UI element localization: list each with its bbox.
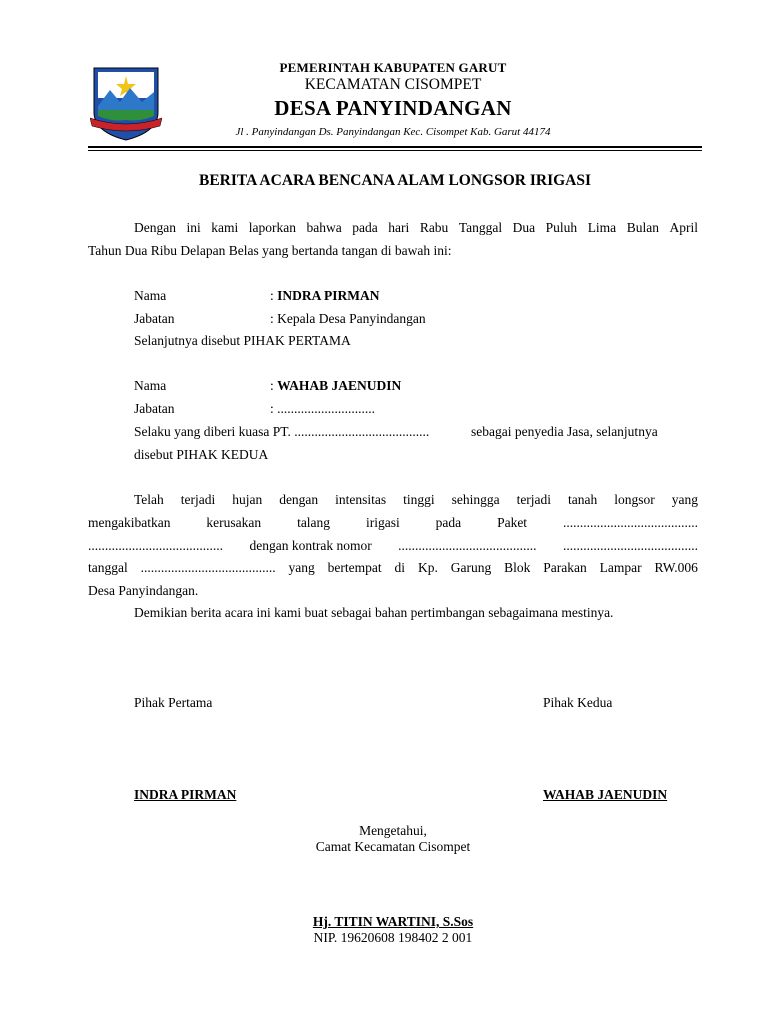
word: talang <box>297 515 331 530</box>
party2-name: : WAHAB JAENUDIN <box>270 378 402 393</box>
word: Garung <box>450 560 492 575</box>
party2-name-value: WAHAB JAENUDIN <box>277 378 402 393</box>
word: dengan <box>279 492 319 507</box>
intro-line-2: Tahun Dua Ribu Delapan Belas yang bertanda tangan di bawah ini: <box>88 243 452 258</box>
party2-name-label: Nama <box>134 378 167 393</box>
word: irigasi <box>365 515 400 530</box>
word: tanggal <box>88 560 128 575</box>
letterhead-divider-thick <box>88 146 702 148</box>
second-party-label: Pihak Kedua <box>543 695 613 710</box>
body-line-2 <box>88 514 698 532</box>
party2-designation: disebut PIHAK KEDUA <box>134 447 269 462</box>
word: Kp. <box>417 560 438 575</box>
party1-name-value: INDRA PIRMAN <box>277 288 380 303</box>
closing-statement: Demikian berita acara ini kami buat sebagai bahan pertimbangan sebagaimana mestinya. <box>134 605 614 620</box>
word: tanah <box>568 492 598 507</box>
letterhead-district: KECAMATAN CISOMPET <box>304 76 482 93</box>
word: Dengan <box>134 220 176 235</box>
word: mengakibatkan <box>88 515 171 530</box>
camat-nip: NIP. 19620608 198402 2 001 <box>313 930 473 945</box>
first-party-signatory: INDRA PIRMAN <box>134 787 237 802</box>
word: ini <box>186 220 201 235</box>
word: intensitas <box>335 492 387 507</box>
word: dengan kontrak nomor <box>249 538 372 553</box>
word: Lampar <box>599 560 642 575</box>
word: yang <box>671 492 698 507</box>
party2-position-label: Jabatan <box>134 401 175 416</box>
word: Rabu <box>419 220 449 235</box>
letterhead-government: PEMERINTAH KABUPATEN GARUT <box>279 60 507 75</box>
party2-authority-left: Selaku yang diberi kuasa PT. ........................................ <box>134 424 430 439</box>
body-line-3 <box>88 537 698 555</box>
document-title: BERITA ACARA BENCANA ALAM LONGSOR IRIGASI <box>198 172 592 189</box>
party2-authority-right: sebagai penyedia Jasa, selanjutnya <box>471 424 658 439</box>
word: laporkan <box>248 220 297 235</box>
body-line-4 <box>88 559 698 577</box>
word: Tanggal <box>458 220 503 235</box>
party1-name: : INDRA PIRMAN <box>270 288 380 303</box>
letterhead-address: Jl . Panyindangan Ds. Panyindangan Kec. Cisompet Kab. Garut 44174 <box>235 126 551 138</box>
party1-position-label: Jabatan <box>134 311 175 326</box>
party2-position: : ............................. <box>270 401 376 416</box>
word: terjadi <box>516 492 552 507</box>
party1-position-value: Kepala Desa Panyindangan <box>277 311 426 326</box>
acknowledge-label: Mengetahui, <box>359 823 427 838</box>
second-party-signatory: WAHAB JAENUDIN <box>543 787 668 802</box>
word: Paket <box>497 515 528 530</box>
letterhead-divider-thin <box>88 150 702 151</box>
word: longsor <box>614 492 655 507</box>
word: Blok <box>504 560 531 575</box>
word: Puluh <box>545 220 578 235</box>
word: April <box>669 220 698 235</box>
word: bertempat <box>327 560 382 575</box>
word: Telah <box>134 492 164 507</box>
word: tinggi <box>403 492 435 507</box>
word: kerusakan <box>206 515 262 530</box>
body-line-5: Desa Panyindangan. <box>88 583 199 598</box>
first-party-label: Pihak Pertama <box>134 695 213 710</box>
word: ........................................ <box>562 515 698 530</box>
word: ......................................... <box>398 538 537 553</box>
word: pada <box>352 220 378 235</box>
word: yang <box>288 560 315 575</box>
party1-designation: Selanjutnya disebut PIHAK PERTAMA <box>134 333 351 348</box>
word: RW.006 <box>654 560 698 575</box>
party1-position: : Kepala Desa Panyindangan <box>270 311 426 326</box>
word: di <box>394 560 406 575</box>
word: pada <box>435 515 462 530</box>
word: Lima <box>587 220 617 235</box>
word: Bulan <box>626 220 659 235</box>
word: Parakan <box>543 560 587 575</box>
intro-line-1 <box>134 219 698 237</box>
word: hujan <box>232 492 263 507</box>
camat-name: Hj. TITIN WARTINI, S.Sos <box>312 914 474 929</box>
word: ........................................ <box>88 538 223 553</box>
word: ........................................ <box>563 538 698 553</box>
body-line-1 <box>134 491 698 509</box>
word: Dua <box>512 220 536 235</box>
party1-name-label: Nama <box>134 288 167 303</box>
regency-emblem-logo <box>90 62 162 142</box>
word: ........................................ <box>140 560 276 575</box>
word: bahwa <box>306 220 342 235</box>
word: kami <box>211 220 239 235</box>
party2-position-value: ............................. <box>277 401 376 416</box>
acknowledge-title: Camat Kecamatan Cisompet <box>315 839 471 854</box>
word: hari <box>388 220 410 235</box>
word: terjadi <box>180 492 216 507</box>
word: sehingga <box>451 492 500 507</box>
letterhead-village: DESA PANYINDANGAN <box>274 96 512 120</box>
